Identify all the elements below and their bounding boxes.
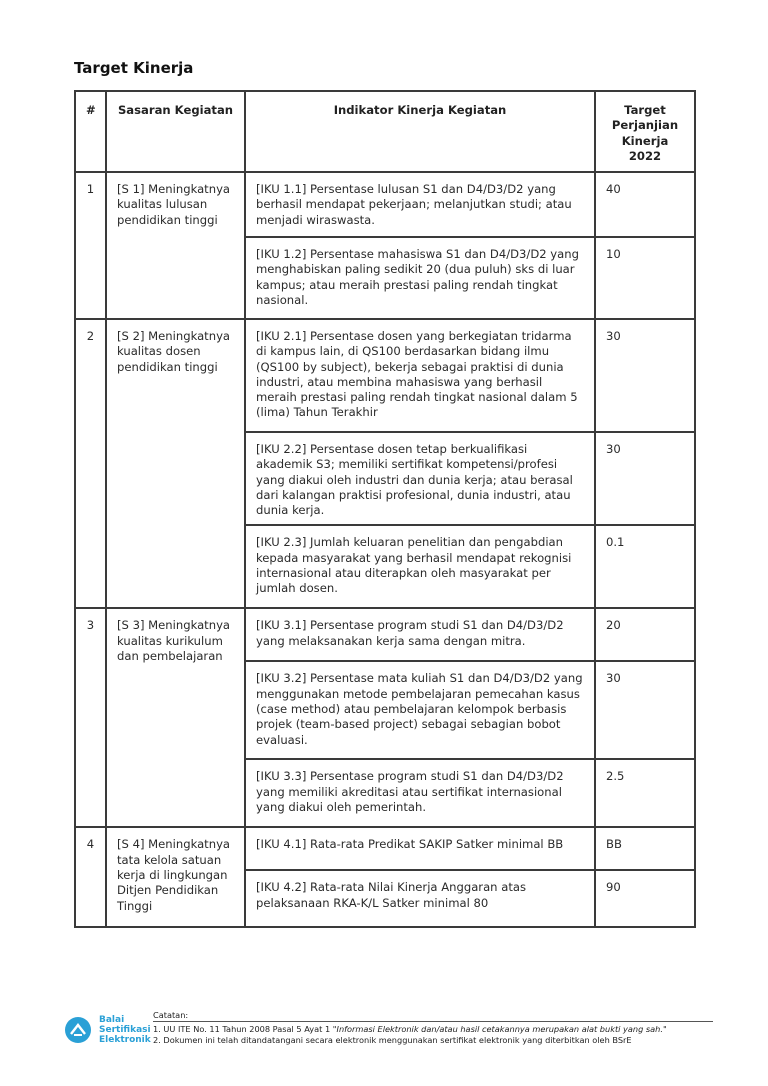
table-row (75, 319, 695, 432)
sasaran-cell: [S 1] Meningkatnya kualitas lulusan pendidikan tinggi (106, 172, 245, 319)
indikator-cell: [IKU 3.2] Persentase mata kuliah S1 dan D4/D3/D2 yang menggunakan metode pembelajaran pemecahan kasus (case method) atau pembelajaran kelompok berbasis projek (team-based project) sebagai sebagian bobot evaluasi. (245, 661, 595, 759)
table-header-row (75, 91, 695, 172)
note-1-quote: "Informasi Elektronik dan/atau hasil cetakannya merupakan alat bukti yang sah." (332, 1024, 667, 1035)
indikator-cell: [IKU 4.1] Rata-rata Predikat SAKIP Satker minimal BB (245, 827, 595, 870)
sasaran-cell: [S 2] Meningkatnya kualitas dosen pendidikan tinggi (106, 319, 245, 608)
logo-line-2: Sertifikasi (99, 1025, 151, 1035)
notes-divider (153, 1021, 713, 1022)
indikator-cell: [IKU 2.2] Persentase dosen tetap berkualifikasi akademik S3; memiliki sertifikat kompetensi/profesi yang diakui oleh industri dan dunia kerja; atau berasal dari kalangan praktisi profesional, dunia industri, atau dunia kerja. (245, 432, 595, 525)
logo-line-3: Elektronik (99, 1035, 151, 1045)
header-no: # (75, 91, 106, 172)
indikator-cell: [IKU 3.3] Persentase program studi S1 dan D4/D3/D2 yang memiliki akreditasi atau sertifikat internasional yang diakui oleh pemerintah. (245, 759, 595, 827)
note-1 (153, 1024, 713, 1035)
indikator-cell: [IKU 2.1] Persentase dosen yang berkegiatan tridarma di kampus lain, di QS100 berdasarkan bidang ilmu (QS100 by subject), bekerja sebagai praktisi di dunia industri, atau membina mahasiswa yang berhasil meraih prestasi paling rendah tingkat nasional dalam 5 (lima) Tahun Terakhir (245, 319, 595, 432)
note-2: 2. Dokumen ini telah ditandatangani secara elektronik menggunakan sertifikat elektronik yang diterbitkan oleh BSrE (153, 1035, 632, 1046)
target-cell: 30 (595, 432, 695, 525)
bsre-logo-text (99, 1015, 151, 1045)
indikator-cell: [IKU 1.1] Persentase lulusan S1 dan D4/D3/D2 yang berhasil mendapat pekerjaan; melanjutkan studi; atau menjadi wiraswasta. (245, 172, 595, 237)
table-row (75, 827, 695, 870)
header-target: Target Perjanjian Kinerja 2022 (595, 91, 695, 172)
target-kinerja-table (74, 90, 696, 928)
notes-label: Catatan: (153, 1010, 189, 1020)
indikator-cell: [IKU 2.3] Jumlah keluaran penelitian dan pengabdian kepada masyarakat yang berhasil mendapat rekognisi internasional atau diterapkan oleh masyarakat per jumlah dosen. (245, 525, 595, 608)
target-cell: 20 (595, 608, 695, 661)
table-row (75, 608, 695, 661)
page-title: Target Kinerja (74, 59, 194, 77)
row-number: 3 (75, 608, 106, 827)
target-cell: 90 (595, 870, 695, 927)
note-1-prefix: 1. UU ITE No. 11 Tahun 2008 Pasal 5 Ayat 1 (153, 1024, 333, 1035)
table-row (75, 172, 695, 237)
footer-notes (153, 1010, 713, 1047)
target-cell: BB (595, 827, 695, 870)
target-cell: 40 (595, 172, 695, 237)
indikator-cell: [IKU 1.2] Persentase mahasiswa S1 dan D4/D3/D2 yang menghabiskan paling sedikit 20 (dua puluh) sks di luar kampus; atau meraih prestasi paling rendah tingkat nasional. (245, 237, 595, 319)
header-sasaran: Sasaran Kegiatan (106, 91, 245, 172)
sasaran-cell: [S 4] Meningkatnya tata kelola satuan kerja di lingkungan Ditjen Pendidikan Tinggi (106, 827, 245, 927)
logo-line-1: Balai (99, 1015, 125, 1025)
table-body (75, 172, 695, 927)
row-number: 1 (75, 172, 106, 319)
target-cell: 30 (595, 661, 695, 759)
sasaran-cell: [S 3] Meningkatnya kualitas kurikulum dan pembelajaran (106, 608, 245, 827)
indikator-cell: [IKU 3.1] Persentase program studi S1 dan D4/D3/D2 yang melaksanakan kerja sama dengan mitra. (245, 608, 595, 661)
target-cell: 10 (595, 237, 695, 319)
target-cell: 2.5 (595, 759, 695, 827)
row-number: 2 (75, 319, 106, 608)
target-cell: 0.1 (595, 525, 695, 608)
header-indikator: Indikator Kinerja Kegiatan (245, 91, 595, 172)
indikator-cell: [IKU 4.2] Rata-rata Nilai Kinerja Anggaran atas pelaksanaan RKA-K/L Satker minimal 80 (245, 870, 595, 927)
row-number: 4 (75, 827, 106, 927)
target-cell: 30 (595, 319, 695, 432)
